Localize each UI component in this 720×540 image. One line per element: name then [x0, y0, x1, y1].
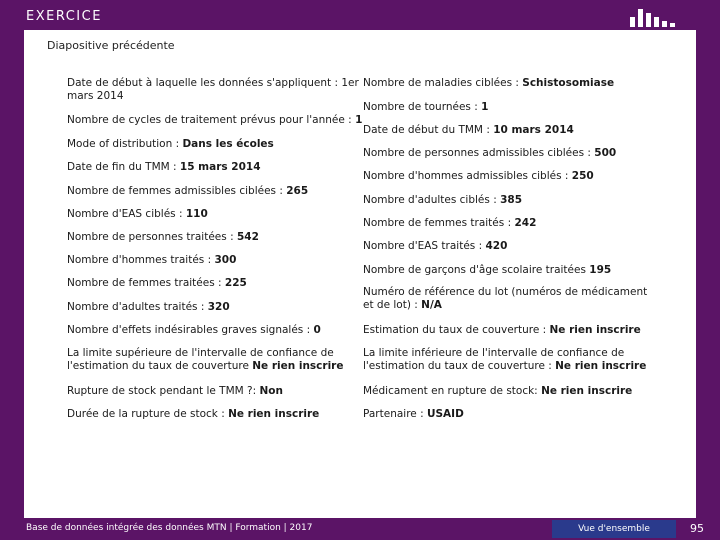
previous-slide-link[interactable]: Diapositive précédente: [47, 39, 175, 52]
content-panel: [24, 30, 696, 518]
field-women-treated: Nombre de femmes traitées : 225: [67, 277, 247, 289]
field-men-eligible: Nombre d'hommes admissibles ciblés : 250: [363, 170, 594, 182]
field-adults-target: Nombre d'adultes ciblés : 385: [363, 194, 523, 206]
field-stockout: Rupture de stock pendant le TMM ?: Non: [67, 385, 283, 397]
overview-button[interactable]: Vue d'ensemble: [552, 520, 676, 538]
field-end-date: Date de fin du TMM : 15 mars 2014: [67, 161, 261, 173]
field-partner: Partenaire : USAID: [363, 408, 464, 420]
field-stockout-duration: Durée de la rupture de stock : Ne rien inscrire: [67, 408, 320, 420]
field-eas-target: Nombre d'EAS ciblés : 110: [67, 208, 208, 220]
field-boys-treated: Nombre de garçons d'âge scolaire traitées 195: [363, 264, 612, 276]
field-men-treated: Nombre d'hommes traités : 300: [67, 254, 237, 266]
field-cycles: Nombre de cycles de traitement prévus pour l'année : 1: [67, 114, 363, 126]
field-drug-stockout: Médicament en rupture de stock: Ne rien inscrire: [363, 385, 633, 397]
field-distribution: Mode of distribution : Dans les écoles: [67, 138, 274, 150]
field-women-eligible: Nombre de femmes admissibles ciblées : 265: [67, 185, 309, 197]
field-persons-treated: Nombre de personnes traitées : 542: [67, 231, 259, 243]
field-coverage: Estimation du taux de couverture : Ne rien inscrire: [363, 324, 641, 336]
page-number: 95: [690, 522, 704, 535]
field-upper-ci: La limite supérieure de l'intervalle de confiance de l'estimation du taux de couverture Ne rien inscrire: [67, 347, 344, 372]
footer-bar: [0, 518, 720, 540]
page-title: EXERCICE: [26, 9, 102, 24]
field-start-date: Date de début à laquelle les données s'appliquent : 1er mars 2014: [67, 77, 359, 102]
field-women-treated-r: Nombre de femmes traités : 242: [363, 217, 537, 229]
field-target-disease: Nombre de maladies ciblées : Schistosomiase: [363, 77, 615, 89]
field-mda-start: Date de début du TMM : 10 mars 2014: [363, 124, 574, 136]
field-adults-treated: Nombre d'adultes traités : 320: [67, 301, 230, 313]
field-eas-treated: Nombre d'EAS traités : 420: [363, 240, 508, 252]
field-lower-ci: La limite inférieure de l'intervalle de confiance de l'estimation du taux de couverture : Ne rien inscrire: [363, 347, 647, 372]
logo-icon: [630, 7, 700, 27]
field-rounds: Nombre de tournées : 1: [363, 101, 489, 113]
footer-text: Base de données intégrée des données MTN | Formation | 2017: [26, 523, 313, 533]
field-adverse-events: Nombre d'effets indésirables graves signalés : 0: [67, 324, 321, 336]
field-lot-number: Numéro de référence du lot (numéros de médicament et de lot) : N/A: [363, 286, 648, 311]
field-persons-eligible: Nombre de personnes admissibles ciblées : 500: [363, 147, 617, 159]
